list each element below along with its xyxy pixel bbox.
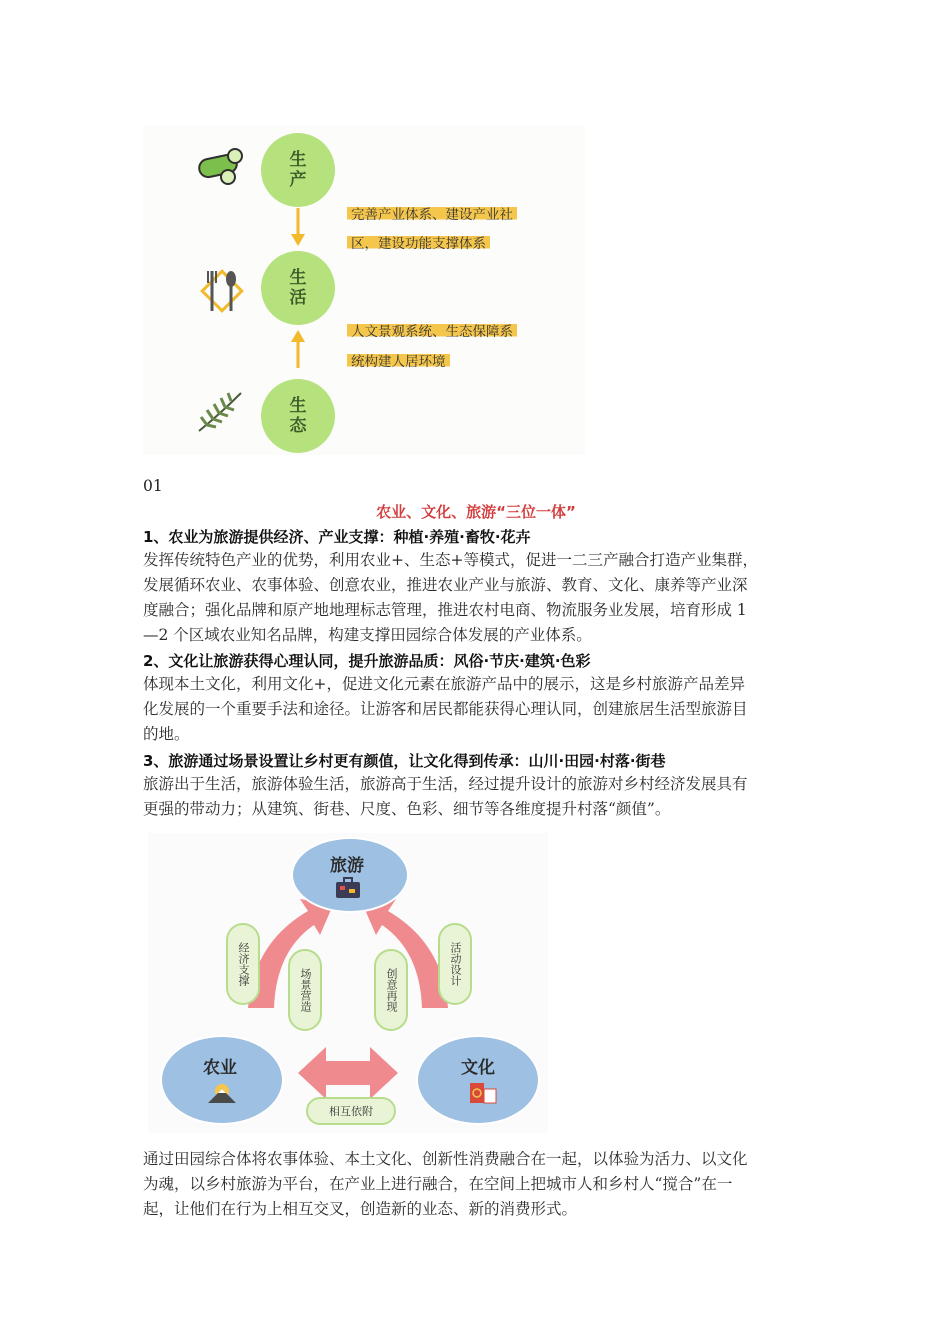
pill-activity-design: 活动设计 xyxy=(438,923,472,1005)
note-line: 区，建设功能支撑体系 xyxy=(347,232,490,252)
note-line: 人文景观系统、生态保障系 xyxy=(347,320,517,340)
text-line: 旅游出于生活，旅游体验生活，旅游高于生活，经过提升设计的旅游对乡村经济发展具有 xyxy=(143,775,748,793)
production-life-ecology-diagram xyxy=(143,125,585,455)
closing-paragraph xyxy=(143,1147,809,1222)
cucumber-icon xyxy=(195,147,247,187)
node-ecology-line2: 态 xyxy=(289,416,307,436)
item-paragraph xyxy=(143,672,809,747)
note-line: 统构建人居环境 xyxy=(347,350,450,370)
text-line: 体现本土文化，利用文化+，促进文化元素在旅游产品中的展示，这是乡村旅游产品差异 xyxy=(143,675,745,693)
arrow-down-icon xyxy=(288,208,308,248)
herb-branch-icon xyxy=(195,389,245,435)
node-ecology-line1: 生 xyxy=(289,396,307,416)
item-paragraph xyxy=(143,548,809,648)
pill-economic-support: 经济支撑 xyxy=(226,923,260,1005)
text-line: 发展循环农业、农事体验、创意农业，推进农业产业与旅游、教育、文化、康养等产业深 xyxy=(143,576,748,594)
ellipse-culture xyxy=(416,1035,540,1125)
text-line: 化发展的一个重要手法和途径。让游客和居民都能获得心理认同，创建旅居生活型旅游目 xyxy=(143,700,748,718)
section-number: 01 xyxy=(143,477,163,495)
node-life xyxy=(261,251,335,325)
text-line: 更强的带动力；从建筑、街巷、尺度、色彩、细节等各维度提升村落“颜值”。 xyxy=(143,800,671,818)
item-paragraph xyxy=(143,772,809,822)
pill-creative-reproduction: 创意再现 xyxy=(374,949,408,1031)
text-line: 通过田园综合体将农事体验、本土文化、创新性消费融合在一起，以体验为活力、以文化 xyxy=(143,1150,748,1168)
text-line: 度融合；强化品牌和原产地地理标志管理，推进农村电商、物流服务业发展，培育形成 1 xyxy=(143,601,747,619)
node-production xyxy=(261,133,335,207)
text-line: —2 个区域农业知名品牌，构建支撑田园综合体发展的产业体系。 xyxy=(143,626,592,644)
arrow-up-icon xyxy=(288,328,308,368)
note-line: 完善产业体系、建设产业社 xyxy=(347,203,517,223)
node-ecology xyxy=(261,379,335,453)
passport-icon xyxy=(466,1081,498,1105)
pill-scene-creation: 场景营造 xyxy=(288,949,322,1031)
pill-mutual-dependence: 相互依附 xyxy=(306,1097,396,1125)
node-life-line1: 生 xyxy=(289,268,307,288)
ellipse-agriculture xyxy=(160,1035,284,1125)
fork-knife-icon xyxy=(198,267,246,315)
mountain-sun-icon xyxy=(206,1081,238,1105)
text-line: 发挥传统特色产业的优势，利用农业+、生态+等模式，促进一二三产融合打造产业集群， xyxy=(143,551,758,569)
item-heading: 1、农业为旅游提供经济、产业支撑：种植·养殖·畜牧·花卉 xyxy=(143,528,531,546)
label-agriculture: 农业 xyxy=(203,1058,237,1078)
text-line: 起，让他们在行为上相互交叉，创造新的业态、新的消费形式。 xyxy=(143,1200,578,1218)
suitcase-icon xyxy=(334,877,362,899)
item-heading: 3、旅游通过场景设置让乡村更有颜值，让文化得到传承：山川·田园·村落·街巷 xyxy=(143,752,666,770)
three-in-one-diagram xyxy=(148,833,548,1133)
node-production-line1: 生 xyxy=(289,150,307,170)
node-life-line2: 活 xyxy=(289,288,307,308)
node-production-line2: 产 xyxy=(289,170,307,190)
item-heading: 2、文化让旅游获得心理认同，提升旅游品质：风俗·节庆·建筑·色彩 xyxy=(143,652,591,670)
text-line: 为魂，以乡村旅游为平台，在产业上进行融合，在空间上把城市人和乡村人“搅合”在一 xyxy=(143,1175,733,1193)
section-title: 农业、文化、旅游“三位一体” xyxy=(376,503,576,521)
text-line: 的地。 xyxy=(143,725,190,743)
label-tourism: 旅游 xyxy=(330,856,364,876)
label-culture: 文化 xyxy=(461,1058,495,1078)
